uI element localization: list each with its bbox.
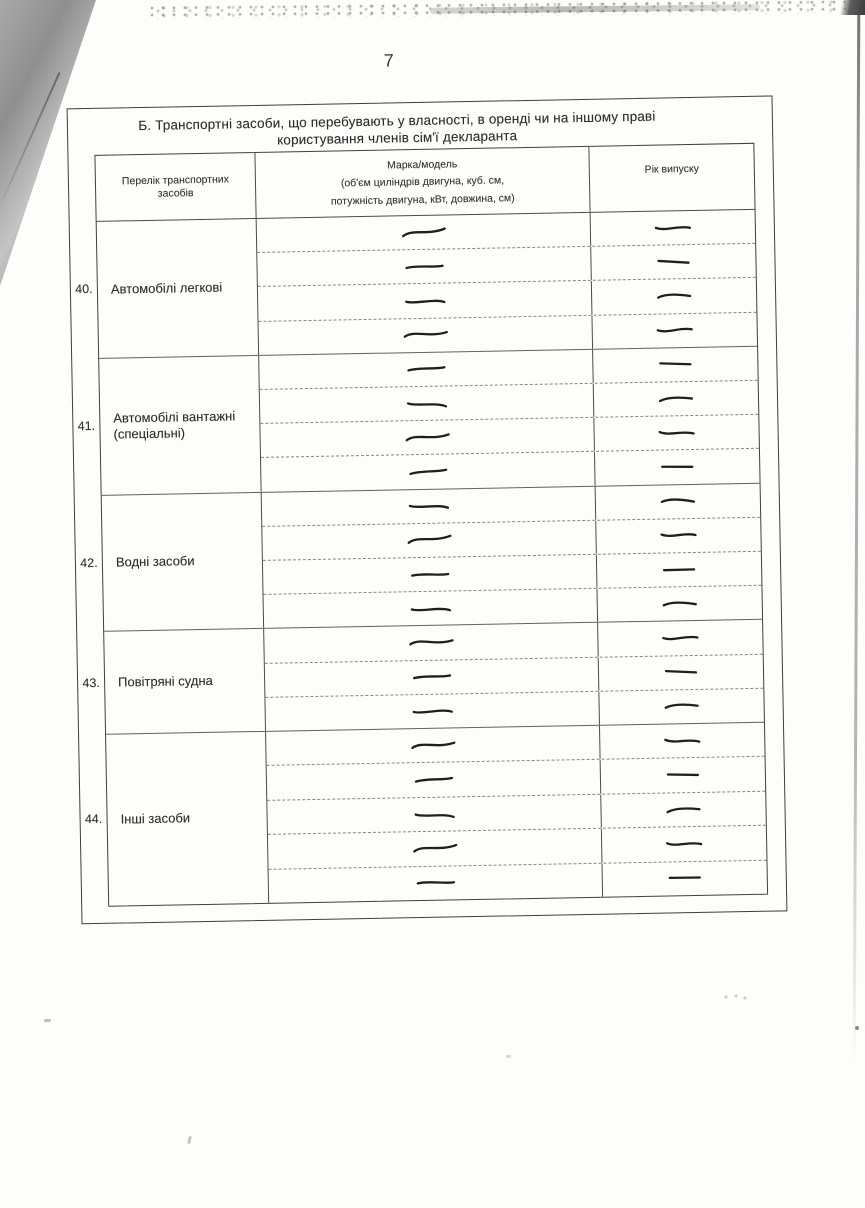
year-cell [597,586,762,622]
handwritten-dash-mark [663,700,699,713]
row-label-line: Автомобілі легкові [110,279,223,297]
header-make-model-line-2: (об'єм циліндрів двигуна, куб. см, [340,174,505,190]
handwritten-dash-mark [410,739,456,751]
table-row [102,483,762,632]
table-header-row [95,144,754,222]
row-entries [266,723,767,903]
section-title-line-2: користування членів сім'ї декларанта [276,128,518,148]
year-cell [598,620,763,656]
scan-speck [722,994,748,1000]
row-entries [259,347,759,492]
make-model-cell [257,247,592,286]
row-label-line: Водні засоби [115,553,195,571]
year-cell [595,449,760,485]
handwritten-dash-mark [662,563,697,577]
year-cell [592,312,757,348]
make-model-cell [265,657,600,696]
make-model-cell [267,760,602,800]
row-label [97,219,259,358]
handwritten-dash-mark [663,734,701,747]
header-make-model [255,147,590,218]
handwritten-dash-mark [411,671,451,684]
handwritten-dash-mark [662,598,698,610]
handwritten-dash-mark [411,704,454,719]
year-cell [592,278,757,314]
row-label-line: (спеціальні) [113,424,186,442]
row-label-line: Інші засоби [120,810,191,828]
year-cell [599,689,764,725]
year-cell [591,210,756,246]
row-entries [257,210,757,355]
make-model-cell [261,452,596,491]
row-number: 44. [84,812,103,827]
year-cell [599,654,764,690]
row-number: 40. [75,282,93,297]
make-model-cell [267,795,602,835]
handwritten-dash-mark [665,803,702,817]
handwritten-dash-mark [407,500,449,512]
row-label [99,356,261,495]
handwritten-dash-mark [661,631,700,645]
header-make-model-line-1: Марка/модель [386,157,458,172]
make-model-cell [259,315,594,354]
handwritten-dash-mark [658,359,692,371]
row-entries [262,483,762,628]
year-cell [601,757,766,793]
handwritten-dash-mark [403,294,446,308]
row-number: 41. [77,419,96,434]
scan-speck [44,1019,51,1022]
make-model-cell [269,863,604,903]
year-cell [594,381,759,417]
handwritten-dash-mark [404,431,450,444]
year-cell [601,792,766,828]
make-model-cell [259,350,594,389]
handwritten-dash-mark [654,221,692,234]
row-label [106,732,269,906]
handwritten-dash-mark [410,568,450,580]
header-vehicle-list: Перелік транспортних засобів [95,153,256,221]
handwritten-dash-mark [665,838,703,850]
vehicles-table [94,143,768,907]
row-label-line: Автомобілі вантажні [113,408,236,426]
make-model-cell [262,521,597,560]
make-model-cell [264,623,599,662]
handwritten-dash-mark [413,773,454,787]
handwritten-dash-mark [668,872,703,886]
row-entries [264,620,764,731]
year-cell [591,244,756,280]
make-model-cell [260,418,595,457]
section-title-line-1: Б. Транспортні засоби, що перебувають у власності, в оренді чи на іншому праві [138,108,656,134]
handwritten-dash-mark [660,495,696,508]
header-year-of-issue: Рік випуску [644,162,700,176]
handwritten-dash-mark [656,290,692,303]
make-model-cell [262,486,597,525]
handwritten-dash-mark [406,533,453,547]
make-model-cell [268,829,603,869]
handwritten-dash-mark [406,363,446,376]
make-model-cell [260,384,595,423]
handwritten-dash-mark [656,256,690,269]
make-model-cell [264,589,599,628]
handwritten-dash-mark [400,225,447,240]
handwritten-dash-mark [404,261,444,273]
row-label [104,629,266,734]
handwritten-dash-mark [415,877,455,890]
year-cell [594,415,759,451]
handwritten-dash-mark [408,636,454,649]
handwritten-dash-mark [405,397,447,410]
handwritten-dash-mark [660,461,694,474]
table-body [97,210,767,906]
handwritten-dash-mark [402,329,448,341]
make-model-cell [265,692,600,731]
handwritten-dash-mark [409,602,451,615]
handwritten-dash-mark [666,769,700,782]
handwritten-dash-mark [664,666,698,678]
table-row [104,620,764,735]
form-section-box [67,95,788,924]
make-model-cell [257,213,592,252]
table-row [106,723,767,906]
make-model-cell [263,555,598,594]
year-cell [600,723,765,759]
scan-corner-top-right-artifact [831,0,865,15]
row-label [102,492,264,631]
row-number: 42. [80,555,98,571]
year-cell [593,347,758,383]
handwritten-dash-mark [412,842,458,855]
scan-speck [506,1055,511,1058]
row-label-line: Повітряні судна [117,673,213,690]
handwritten-dash-mark [658,392,695,406]
row-number: 43. [82,675,100,690]
year-cell [597,552,762,588]
handwritten-dash-mark [659,529,697,542]
header-make-model-line-3: потужність двигуна, кВт, довжина, см) [330,191,515,208]
make-model-cell [258,281,593,320]
page-number: 7 [383,50,395,71]
handwritten-dash-mark [407,465,448,479]
vehicles-table-wrap [68,143,768,907]
table-row [99,347,759,496]
year-cell [602,826,767,862]
table-row [97,210,757,359]
year-cell [603,860,768,896]
handwritten-dash-mark [658,427,696,439]
handwritten-dash-mark [655,323,694,337]
handwritten-dash-mark [413,808,455,820]
year-cell [596,518,761,554]
make-model-cell [266,726,601,766]
year-cell [596,483,761,519]
